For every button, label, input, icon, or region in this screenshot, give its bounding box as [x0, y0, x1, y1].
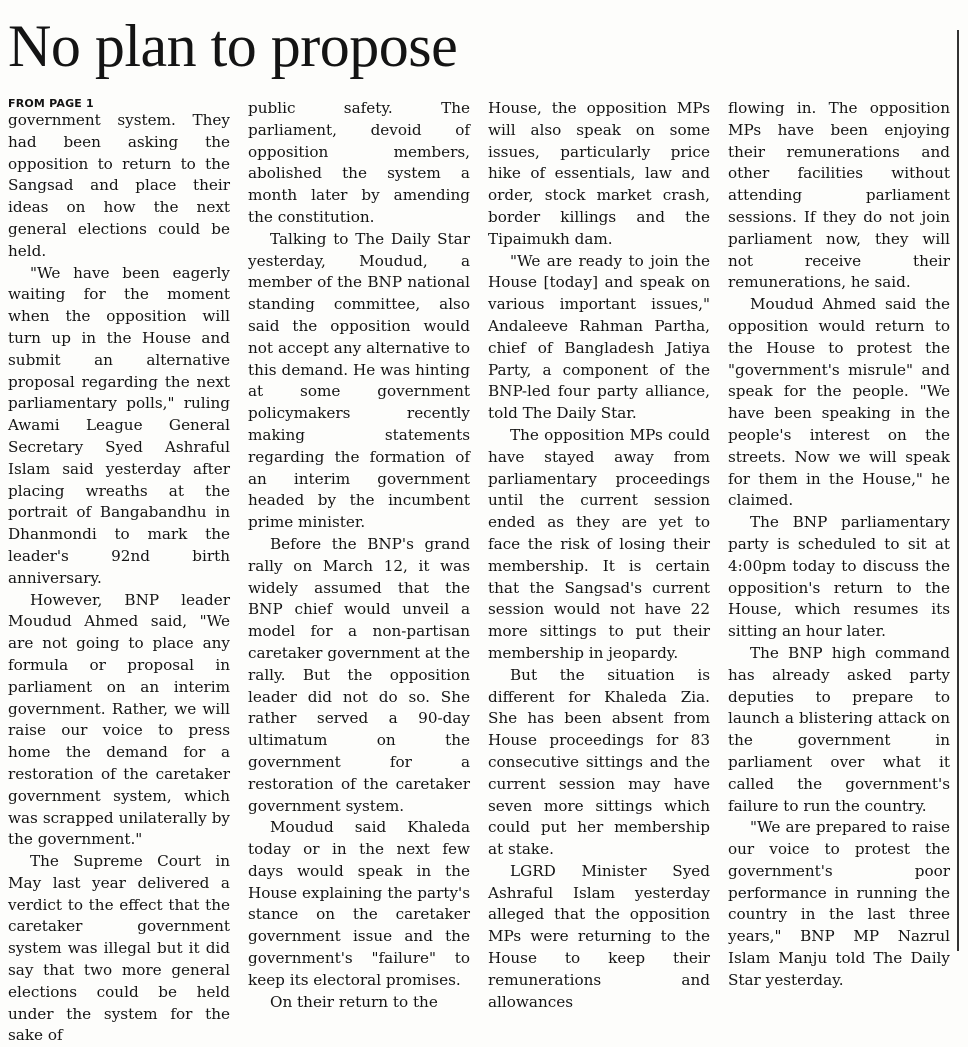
- article-column-2: [248, 98, 470, 1011]
- paragraph: The opposition MPs could have stayed away from parliamentary proceedings until the current session ended as they are yet to face the risk of losing their membership. It is certain that the Sangsad's current session would not have 22 more sittings to put their membership in jeopardy.: [488, 425, 710, 662]
- paragraph: The Supreme Court in May last year delivered a verdict to the effect that the caretaker government system was illegal but it did say that two more general elections could be held under the system for the sake of: [8, 852, 230, 1045]
- paragraph: Talking to The Daily Star yesterday, Moudud, a member of the BNP national standing committee, also said the opposition would not accept any alternative to this demand. He was hinting at some government policymakers recently making statements regarding the formation of an interim government headed by the incumbent prime minister.: [248, 229, 470, 532]
- article-column-1: [8, 97, 230, 1045]
- paragraph: Moudud said Khaleda today or in the next few days would speak in the House explaining the party's stance on the caretaker government issue and the government's "failure" to keep its electoral promises.: [248, 818, 470, 989]
- paragraph: LGRD Minister Syed Ashraful Islam yesterday alleged that the opposition MPs were returning to the House to keep their remunerations and allowances: [488, 861, 710, 1011]
- paragraph: However, BNP leader Moudud Ahmed said, "We are not going to place any formula or proposal in parliament on an interim government. Rather, we will raise our voice to press home the demand for a restoration of the caretaker government system, which was scrapped unilaterally by the government.": [8, 590, 230, 849]
- article-column-3: [488, 98, 710, 1011]
- headline: No plan to propose: [8, 13, 458, 79]
- paragraph: House, the opposition MPs will also speak on some issues, particularly price hike of essentials, law and order, stock market crash, border killings and the Tipaimukh dam.: [488, 99, 710, 248]
- paragraph: But the situation is different for Khaleda Zia. She has been absent from House proceedings for 83 consecutive sittings and the current session may have seven more sittings which could put her membership at stake.: [488, 665, 710, 859]
- article-column-4: [728, 98, 950, 989]
- paragraph: "We have been eagerly waiting for the moment when the opposition will turn up in the House and submit an alternative proposal regarding the next parliamentary polls," ruling Awami League General Secretary Syed Ashraful Islam said yesterday after placing wreaths at the portrait of Bangabandhu in Dhanmondi to mark the leader's 92nd birth anniversary.: [8, 263, 230, 587]
- paragraph: The BNP parliamentary party is scheduled to sit at 4:00pm today to discuss the opposition's return to the House, which resumes its sitting an hour later.: [728, 513, 950, 641]
- paragraph: "We are prepared to raise our voice to protest the government's poor performance in running the country in the last three years," BNP MP Nazrul Islam Manju told The Daily Star yesterday.: [728, 818, 950, 989]
- paragraph: government system. They had been asking the opposition to return to the Sangsad and place their ideas on how the next general elections could be held.: [8, 111, 230, 260]
- paragraph: flowing in. The opposition MPs have been enjoying their remunerations and other facilities without attending parliament sessions. If they do not join parliament now, they will not receive their remunerations, he said.: [728, 99, 950, 292]
- column-rule: [957, 30, 959, 951]
- paragraph: On their return to the: [270, 992, 438, 1011]
- paragraph: The BNP high command has already asked party deputies to prepare to launch a blistering attack on the government in parliament over what it called the government's failure to run the country.: [728, 643, 950, 815]
- from-page-kicker: FROM PAGE 1: [8, 97, 94, 110]
- paragraph: "We are ready to join the House [today] and speak on various important issues," Andaleeve Rahman Partha, chief of Bangladesh Jatiya Party, a component of the BNP-led four party alliance, told The Daily Star.: [488, 251, 710, 423]
- paragraph: Before the BNP's grand rally on March 12, it was widely assumed that the BNP chief would unveil a model for a non-partisan caretaker government at the rally. But the opposition leader did not do so. She rather served a 90-day ultimatum on the government for a restoration of the caretaker government system.: [248, 534, 470, 815]
- paragraph: Moudud Ahmed said the opposition would return to the House to protest the "government's misrule" and speak for the people. "We have been speaking in the people's interest on the streets. Now we will speak for them in the House," he claimed.: [728, 295, 950, 510]
- paragraph: public safety. The parliament, devoid of opposition members, abolished the system a month later by amending the constitution.: [248, 99, 470, 226]
